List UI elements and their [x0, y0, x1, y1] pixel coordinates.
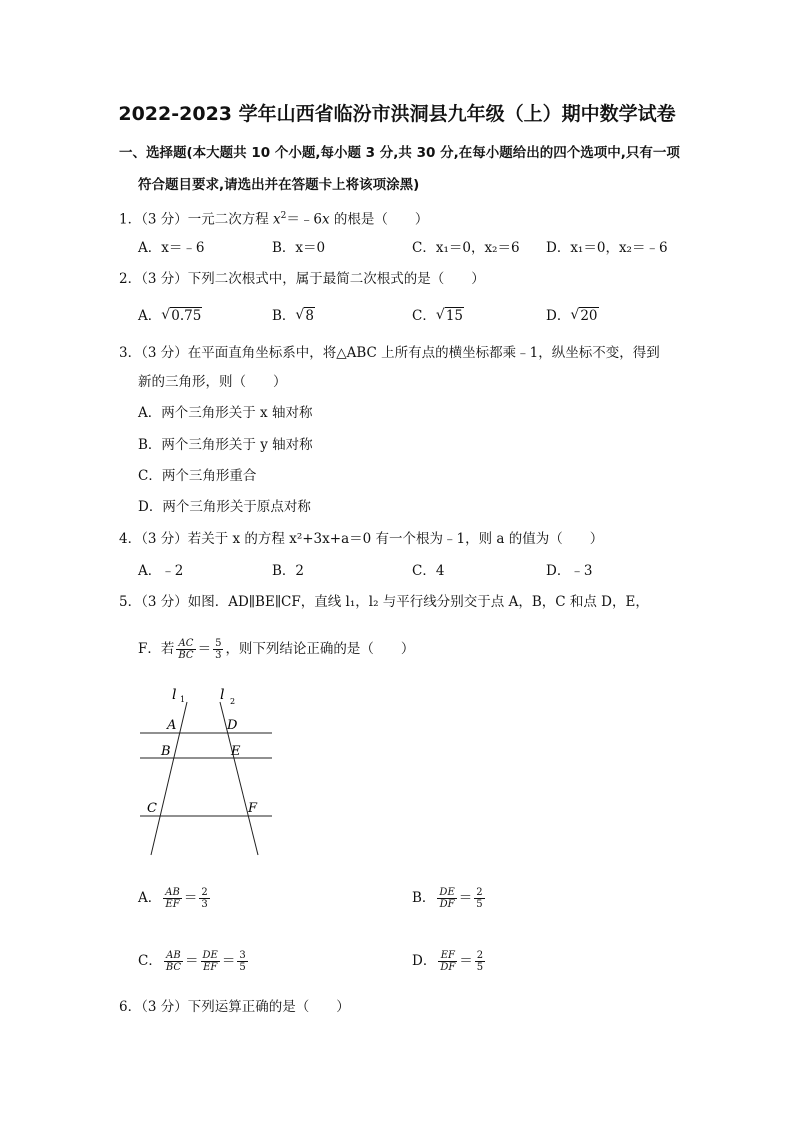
question-3	[119, 343, 660, 363]
sqrt-symbol	[295, 306, 315, 326]
parallel-lines-figure	[130, 680, 280, 860]
q4-option-d: D．﹣3	[546, 563, 593, 579]
question-2	[119, 269, 485, 289]
q1-stem-b: ＝﹣6	[286, 211, 322, 228]
q3-stem-line1: 在平面直角坐标系中，将△ABC 上所有点的横坐标都乘﹣1，纵坐标不变，得到	[187, 345, 660, 361]
fraction	[237, 950, 247, 973]
q5-value-denominator: 3	[215, 650, 222, 661]
page-title: 2022-2023 学年山西省临汾市洪洞县九年级（上）期中数学试卷	[118, 103, 676, 125]
q5-option-d	[412, 948, 487, 974]
q6-stem: 下列运算正确的是（ ）	[187, 999, 350, 1015]
q5-option-d-label: D．	[412, 953, 437, 969]
q3-option-c: C．两个三角形重合	[138, 468, 257, 484]
equals: ＝	[221, 953, 236, 969]
label-l1-sub: 1	[180, 695, 186, 704]
q2-option-b-radicand: 8	[305, 308, 315, 324]
q2-option-b	[272, 306, 315, 326]
q5-stem-2a: F．若	[138, 641, 175, 657]
numerator: DE	[202, 950, 218, 961]
numerator: 2	[476, 950, 484, 961]
q5-ratio-fraction	[176, 638, 195, 661]
q1-option-d: D．x₁＝0，x₂＝﹣6	[546, 240, 668, 256]
numerator: 3	[239, 950, 246, 961]
denominator: BC	[165, 962, 182, 973]
section-heading-line2: 符合题目要求,请选出并在答题卡上将该项涂黑)	[138, 177, 420, 193]
label-l2-sub: 2	[230, 697, 236, 706]
denominator: 5	[476, 899, 483, 910]
line-l2	[220, 702, 258, 855]
q5-stem-line2	[138, 637, 414, 661]
q1-var-x: x	[273, 211, 281, 228]
numerator: EF	[438, 950, 457, 962]
q5-value-numerator: 5	[215, 638, 222, 649]
question-4	[119, 529, 603, 549]
q1-stem-c: 的根是（ ）	[329, 211, 429, 228]
fraction	[474, 887, 484, 910]
numerator: AB	[165, 887, 180, 898]
question-5	[119, 592, 649, 612]
q1-stem-a: 一元二次方程	[187, 211, 274, 228]
label-l1: l	[172, 687, 177, 703]
q5-equals: ＝	[197, 641, 212, 657]
q2-option-c	[412, 306, 464, 326]
denominator: EF	[165, 899, 180, 910]
fraction	[199, 887, 209, 910]
q4-option-a: A．﹣2	[138, 563, 184, 579]
sqrt-symbol	[161, 306, 202, 326]
q5-stem-line1: 如图．AD∥BE∥CF，直线 l₁，l₂ 与平行线分别交于点 A，B，C 和点 D，E，	[187, 594, 649, 610]
q5-option-c-label: C．	[138, 953, 162, 969]
q2-option-d-radicand: 20	[580, 308, 598, 324]
q3-option-b: B．两个三角形关于 y 轴对称	[138, 437, 313, 453]
q4-number: 4．（3 分）	[119, 531, 188, 547]
q5-value-fraction	[213, 638, 223, 661]
q5-option-a-label: A．	[138, 890, 162, 906]
section-heading-line1: 一、选择题(本大题共 10 个小题,每小题 3 分,共 30 分,在每小题给出的四个选项中,只有一项	[119, 145, 680, 161]
denominator: DF	[440, 962, 456, 973]
fraction	[201, 950, 220, 973]
sqrt-symbol	[570, 306, 598, 326]
q3-number: 3．（3 分）	[119, 345, 188, 361]
q1-number: 1．（3 分）	[119, 211, 188, 228]
q2-option-d	[546, 306, 599, 326]
point-C: C	[147, 801, 157, 816]
denominator: 3	[201, 899, 208, 910]
numerator: 2	[201, 887, 208, 898]
q2-number: 2．（3 分）	[119, 271, 188, 287]
q2-option-c-radicand: 15	[445, 308, 464, 324]
q5-option-c	[138, 948, 250, 974]
q3-stem-line2: 新的三角形，则（ ）	[138, 374, 287, 390]
point-A: A	[167, 718, 177, 733]
question-6	[119, 997, 350, 1017]
denominator: 5	[476, 962, 484, 973]
q2-option-a	[138, 306, 202, 326]
sqrt-symbol	[436, 306, 464, 326]
q5-number: 5．（3 分）	[119, 594, 188, 610]
fraction	[163, 887, 182, 910]
denominator: DF	[439, 899, 455, 910]
q5-option-b	[412, 885, 487, 911]
q1-var-x2: x	[321, 211, 330, 228]
q2-option-a-label: A．	[138, 308, 162, 324]
fraction	[164, 950, 183, 973]
point-D: D	[227, 718, 238, 733]
q3-option-d: D．两个三角形关于原点对称	[138, 499, 311, 515]
numerator: DE	[439, 887, 455, 898]
numerator: 2	[476, 887, 483, 898]
q3-option-a: A．两个三角形关于 x 轴对称	[138, 405, 313, 421]
label-l2: l	[220, 687, 225, 703]
q5-stem-2b: ，则下列结论正确的是（ ）	[225, 641, 415, 657]
denominator: 5	[239, 962, 246, 973]
question-1	[119, 206, 428, 230]
q5-option-a	[138, 885, 212, 911]
q5-ratio-denominator: BC	[178, 650, 194, 661]
fraction	[437, 887, 456, 910]
q4-option-c: C．4	[412, 563, 445, 579]
fraction	[438, 950, 457, 973]
q4-stem: 若关于 x 的方程 x²+3x+a＝0 有一个根为﹣1，则 a 的值为（ ）	[187, 531, 604, 547]
denominator: EF	[203, 962, 218, 973]
point-E: E	[231, 744, 241, 759]
numerator: AB	[164, 950, 183, 962]
q2-option-c-label: C．	[412, 308, 436, 324]
q1-option-b: B．x＝0	[272, 240, 326, 256]
q2-stem: 下列二次根式中，属于最简二次根式的是（ ）	[187, 271, 485, 287]
equals: ＝	[459, 953, 473, 969]
q1-option-a: A．x＝﹣6	[138, 240, 205, 256]
q1-exponent: 2	[280, 211, 287, 221]
q4-option-b: B．2	[272, 563, 305, 579]
q5-option-b-label: B．	[412, 890, 436, 906]
q1-option-c: C．x₁＝0，x₂＝6	[412, 240, 520, 256]
q2-option-b-label: B．	[272, 308, 296, 324]
q2-option-d-label: D．	[546, 308, 571, 324]
q2-option-a-radicand: 0.75	[171, 308, 202, 324]
point-B: B	[161, 744, 171, 759]
equals: ＝	[183, 890, 198, 906]
q5-ratio-numerator: AC	[176, 638, 195, 650]
point-F: F	[248, 801, 258, 816]
equals: ＝	[458, 890, 473, 906]
equals: ＝	[185, 953, 199, 969]
q6-number: 6．（3 分）	[119, 999, 188, 1015]
fraction	[475, 950, 485, 973]
